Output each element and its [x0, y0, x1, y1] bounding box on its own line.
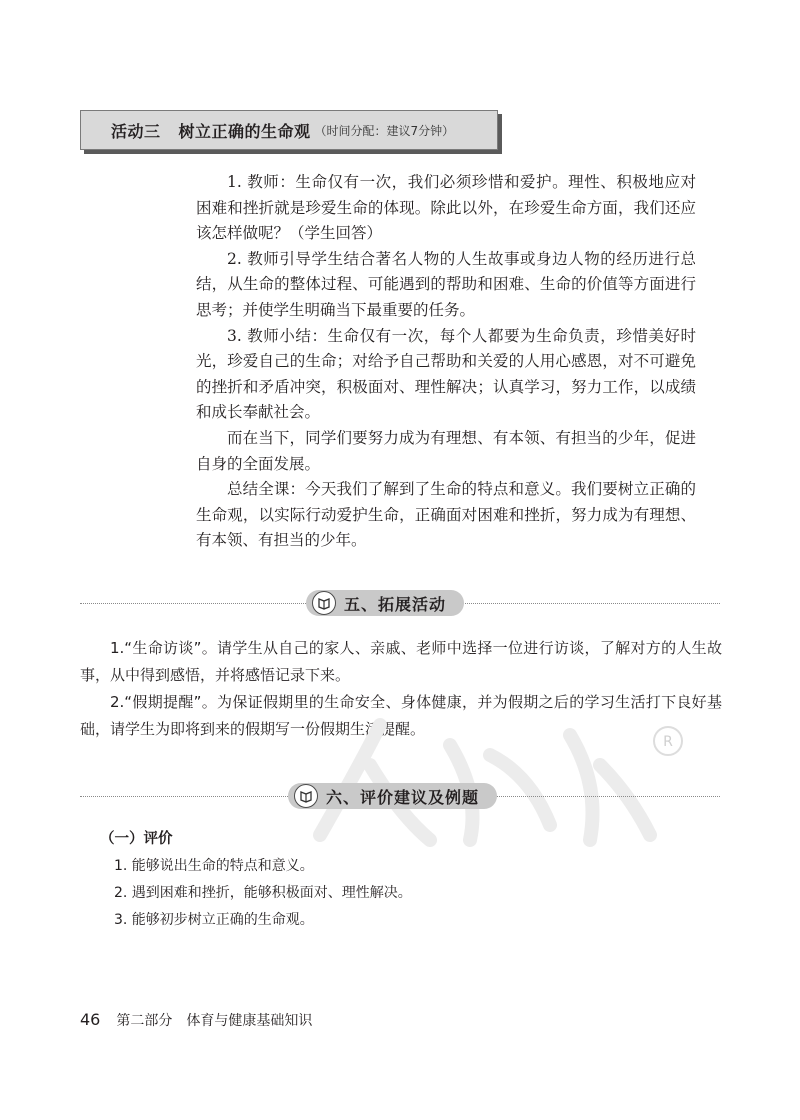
section5-header: [306, 590, 464, 616]
section5-paragraph: 1.“生命访谈”。请学生从自己的家人、亲戚、老师中选择一位进行访谈，了解对方的人生故事，从中得到感悟，并将感悟记录下来。: [80, 639, 722, 684]
evaluation-item: 2. 遇到困难和挫折，能够积极面对、理性解决。: [114, 885, 412, 901]
activity-body: [196, 170, 696, 554]
book-icon: [294, 784, 318, 808]
section5-title: 五、拓展活动: [344, 594, 447, 614]
activity-name: 树立正确的生命观: [178, 121, 311, 141]
section5-body: [80, 635, 722, 743]
evaluation-item: 1. 能够说出生命的特点和意义。: [114, 858, 314, 874]
body-paragraph: 3. 教师小结：生命仅有一次，每个人都要为生命负责，珍惜美好时光，珍爱自己的生命；对给予自己帮助和关爱的人用心感恩，对不可避免的挫折和矛盾冲突，积极面对、理性解决；认真学习，努力工作，以成绩和成长奉献社会。: [196, 326, 696, 422]
section5-paragraph: 2.“假期提醒”。为保证假期里的生命安全、身体健康，并为假期之后的学习生活打下良好基础，请学生为即将到来的假期写一份假期生活提醒。: [80, 693, 722, 738]
footer-chapter: 体育与健康基础知识: [186, 1013, 313, 1029]
body-paragraph: 总结全课：今天我们了解到了生命的特点和意义。我们要树立正确的生命观，以实际行动爱护生命，正确面对困难和挫折，努力成为有理想、有本领、有担当的少年。: [196, 480, 696, 550]
svg-text:R: R: [663, 734, 673, 750]
evaluation-item: 3. 能够初步树立正确的生命观。: [114, 912, 314, 928]
footer-part: 第二部分: [116, 1013, 173, 1029]
activity-time-note: （时间分配：建议7分钟）: [314, 123, 455, 138]
activity-title: [111, 119, 311, 142]
evaluation-list: [100, 826, 412, 934]
activity-header: [80, 110, 498, 150]
body-paragraph: 1. 教师：生命仅有一次，我们必须珍惜和爱护。理性、积极地应对困难和挫折就是珍爱生命的体现。除此以外，在珍爱生命方面，我们还应该怎样做呢？（学生回答）: [196, 173, 696, 243]
evaluation-heading: （一）评价: [100, 831, 173, 847]
activity-label: 活动三: [111, 121, 161, 141]
body-paragraph: 而在当下，同学们要努力成为有理想、有本领、有担当的少年，促进自身的全面发展。: [196, 428, 696, 473]
body-paragraph: 2. 教师引导学生结合著名人物的人生故事或身边人物的经历进行总结，从生命的整体过程、可能遇到的帮助和困难、生命的价值等方面进行思考；并使学生明确当下最重要的任务。: [196, 249, 696, 319]
page-footer: [80, 1010, 312, 1030]
book-icon: [312, 591, 336, 615]
section6-header: [288, 783, 497, 809]
section6-title: 六、评价建议及例题: [326, 787, 480, 807]
page-number: 46: [80, 1010, 101, 1029]
